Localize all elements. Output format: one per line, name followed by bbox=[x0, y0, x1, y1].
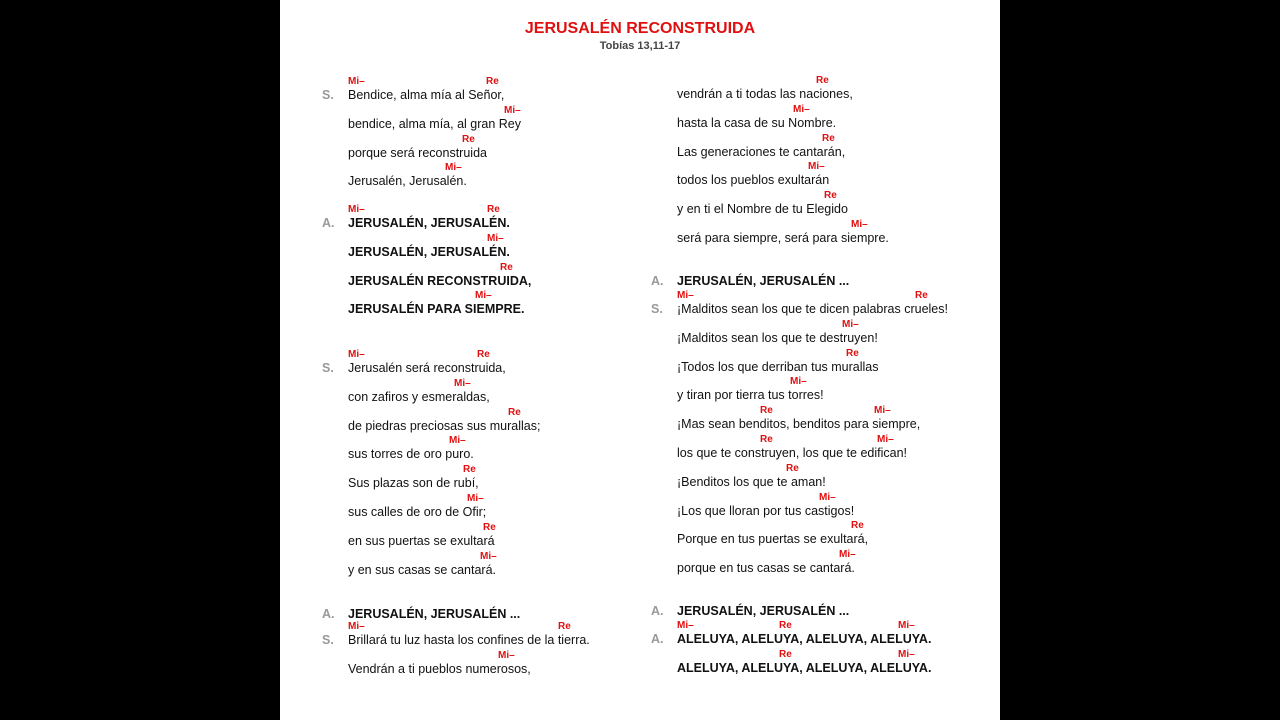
chord-label: Re bbox=[779, 620, 792, 631]
lyric-text: bendice, alma mía, al gran Rey bbox=[348, 116, 522, 131]
chord-label: Mi– bbox=[808, 161, 825, 173]
lyric-text: Brillará tu luz hasta los confines de la tierra. bbox=[348, 633, 590, 647]
chord-label: Re bbox=[760, 405, 773, 417]
lyric-text: de piedras preciosas sus murallas; bbox=[348, 418, 541, 433]
singer-marker: A. bbox=[651, 632, 664, 646]
chord-label: Mi– bbox=[877, 434, 894, 445]
lyric-text: Bendice, alma mía al Señor, bbox=[348, 88, 505, 102]
chord-label: Mi– bbox=[449, 435, 466, 447]
chord-label: Re bbox=[816, 75, 829, 86]
chord-label: Re bbox=[500, 261, 513, 273]
lyric-text: ¡Malditos sean los que te dicen palabras crueles! bbox=[677, 302, 948, 316]
lyric-text: ¡Todos los que derriban tus murallas bbox=[677, 359, 879, 374]
chord-label: Re bbox=[824, 190, 837, 202]
singer-marker: A. bbox=[322, 216, 335, 230]
lyric-text: hasta la casa de su Nombre. bbox=[677, 115, 837, 130]
chord-label: Re bbox=[786, 462, 799, 474]
chord-label: Mi– bbox=[475, 290, 492, 302]
chord-label: Mi– bbox=[348, 621, 365, 632]
lyric-text: JERUSALÉN, JERUSALÉN ... bbox=[348, 607, 521, 621]
lyric-text: Vendrán a ti pueblos numerosos, bbox=[348, 661, 531, 676]
singer-marker: S. bbox=[322, 633, 334, 647]
lyric-text: JERUSALÉN, JERUSALÉN ... bbox=[677, 274, 850, 288]
lyric-text: sus torres de oro puro. bbox=[348, 447, 474, 462]
chord-label: Mi– bbox=[839, 549, 856, 561]
chord-label: Re bbox=[558, 621, 571, 632]
lyric-text: Jerusalén será reconstruida, bbox=[348, 361, 506, 375]
chord-label: Mi– bbox=[842, 318, 859, 330]
chord-label: Re bbox=[851, 520, 864, 532]
lyric-text: porque será reconstruida bbox=[348, 145, 487, 160]
chord-label: Re bbox=[463, 464, 476, 476]
chord-label: Re bbox=[462, 133, 475, 145]
singer-marker: S. bbox=[322, 88, 334, 102]
lyric-text: JERUSALÉN RECONSTRUIDA, bbox=[348, 273, 532, 288]
chord-label: Mi– bbox=[480, 550, 497, 562]
chord-label: Mi– bbox=[348, 204, 365, 215]
singer-marker: S. bbox=[322, 361, 334, 375]
song-sheet bbox=[280, 0, 1000, 720]
lyric-text: ALELUYA, ALELUYA, ALELUYA, ALELUYA. bbox=[677, 660, 932, 675]
chord-label: Mi– bbox=[445, 162, 462, 174]
chord-label: Mi– bbox=[851, 219, 868, 230]
chord-label: Mi– bbox=[348, 349, 365, 360]
lyric-text: los que te construyen, los que te edifican! bbox=[677, 446, 908, 460]
lyric-text: en sus puertas se exultará bbox=[348, 533, 495, 548]
lyric-text: ALELUYA, ALELUYA, ALELUYA, ALELUYA. bbox=[677, 632, 932, 646]
chord-label: Mi– bbox=[898, 620, 915, 631]
chord-label: Mi– bbox=[819, 491, 836, 503]
lyric-text: y en sus casas se cantará. bbox=[348, 562, 496, 577]
lyric-text: JERUSALÉN, JERUSALÉN. bbox=[348, 244, 510, 259]
singer-marker: A. bbox=[651, 274, 664, 288]
singer-marker: S. bbox=[651, 302, 663, 316]
lyric-text: Las generaciones te cantarán, bbox=[677, 144, 846, 159]
chord-label: Mi– bbox=[454, 377, 471, 389]
chord-label: Mi– bbox=[898, 648, 915, 660]
lyric-text: ¡Malditos sean los que te destruyen! bbox=[677, 330, 878, 345]
chord-label: Re bbox=[915, 290, 928, 301]
lyric-text: vendrán a ti todas las naciones, bbox=[677, 87, 853, 101]
lyric-text: porque en tus casas se cantará. bbox=[677, 561, 855, 576]
chord-label: Mi– bbox=[677, 290, 694, 301]
lyric-text: ¡Los que lloran por tus castigos! bbox=[677, 503, 855, 518]
chord-label: Mi– bbox=[467, 493, 484, 504]
chord-label: Mi– bbox=[498, 649, 515, 661]
chord-label: Re bbox=[486, 76, 499, 87]
chord-label: Mi– bbox=[677, 620, 694, 631]
lyric-text: y en ti el Nombre de tu Elegido bbox=[677, 202, 848, 217]
chord-label: Mi– bbox=[793, 103, 810, 115]
chord-label: Re bbox=[760, 434, 773, 445]
lyric-text: todos los pueblos exultarán bbox=[677, 173, 830, 188]
singer-marker: A. bbox=[322, 607, 335, 621]
chord-label: Mi– bbox=[790, 376, 807, 388]
chord-label: Re bbox=[508, 406, 521, 418]
lyric-text: sus calles de oro de Ofir; bbox=[348, 505, 487, 519]
lyric-text: Porque en tus puertas se exultará, bbox=[677, 532, 869, 547]
lyric-text: JERUSALÉN, JERUSALÉN ... bbox=[677, 604, 850, 618]
lyric-text: JERUSALÉN, JERUSALÉN. bbox=[348, 216, 510, 230]
singer-marker: A. bbox=[651, 604, 664, 618]
lyric-text: ¡Benditos los que te aman! bbox=[677, 474, 826, 489]
lyric-text: y tiran por tierra tus torres! bbox=[677, 388, 824, 403]
chord-label: Mi– bbox=[487, 232, 504, 244]
song-reference: Tobías 13,11-17 bbox=[599, 40, 681, 52]
chord-label: Mi– bbox=[874, 405, 891, 417]
lyric-text: Jerusalén, Jerusalén. bbox=[348, 174, 467, 189]
chord-label: Mi– bbox=[504, 104, 521, 116]
lyric-text: JERUSALÉN PARA SIEMPRE. bbox=[348, 302, 525, 317]
lyric-text: Sus plazas son de rubí, bbox=[348, 476, 479, 491]
chord-label: Re bbox=[483, 521, 496, 533]
chord-label: Re bbox=[846, 347, 859, 359]
chord-label: Mi– bbox=[348, 76, 365, 87]
chord-label: Re bbox=[779, 648, 792, 660]
chord-label: Re bbox=[477, 349, 490, 360]
lyric-text: con zafiros y esmeraldas, bbox=[348, 389, 490, 404]
lyric-text: será para siempre, será para siempre. bbox=[677, 231, 889, 245]
chord-label: Re bbox=[487, 204, 500, 215]
chord-label: Re bbox=[822, 132, 835, 144]
lyric-text: ¡Mas sean benditos, benditos para siempre, bbox=[677, 417, 921, 432]
song-title: JERUSALÉN RECONSTRUIDA bbox=[524, 20, 756, 37]
